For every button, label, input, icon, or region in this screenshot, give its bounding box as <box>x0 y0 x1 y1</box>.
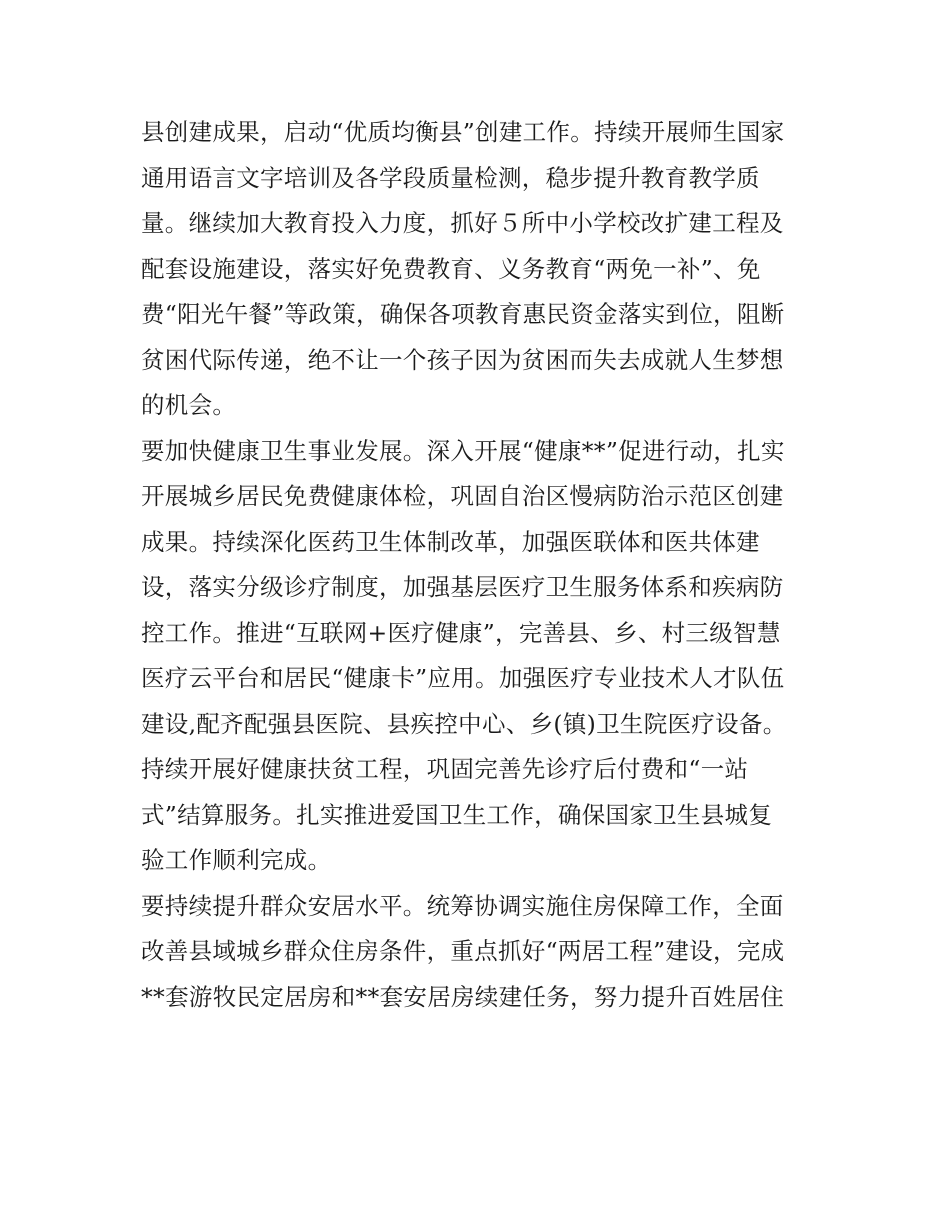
text-line: 式”结算服务。扎实推进爱国卫生工作，确保国家卫生县城复 <box>141 800 773 829</box>
text-line: 要持续提升群众安居水平。统筹协调实施住房保障工作，全面 <box>141 891 784 920</box>
text-line: 开展城乡居民免费健康体检，巩固自治区慢病防治示范区创建 <box>141 482 784 510</box>
text-line: 的机会。 <box>141 391 237 419</box>
text-line: 贫困代际传递，绝不让一个孩子因为贫困而失去成就人生梦想 <box>141 345 784 374</box>
text-line: 设，落实分级诊疗制度，加强基层医疗卫生服务体系和疾病防 <box>141 573 784 601</box>
body-text <box>141 110 821 1020</box>
text-line: 县创建成果，启动“优质均衡县”创建工作。持续开展师生国家 <box>141 118 785 146</box>
text-line: 要加快健康卫生事业发展。深入开展“健康**”促进行动，扎实 <box>141 436 785 465</box>
text-line: 控工作。推进“互联网+医疗健康”，完善县、乡、村三级智慧 <box>141 618 781 647</box>
text-line: 医疗云平台和居民“健康卡”应用。加强医疗专业技术人才队伍 <box>141 664 785 692</box>
text-line: 配套设施建设，落实好免费教育、义务教育“两免一补”、免 <box>141 254 761 283</box>
text-line: 持续开展好健康扶贫工程，巩固完善先诊疗后付费和“一站 <box>141 755 749 783</box>
text-line: 通用语言文字培训及各学段质量检测，稳步提升教育教学质 <box>141 163 760 192</box>
text-line: 建设,配齐配强县医院、县疾控中心、乡(镇)卫生院医疗设备。 <box>141 709 787 738</box>
text-line: 费“阳光午餐”等政策，确保各项教育惠民资金落实到位，阻断 <box>141 300 785 328</box>
text-line: 改善县域城乡群众住房条件，重点抓好“两居工程”建设，完成 <box>141 937 785 965</box>
text-line: 量。继续加大教育投入力度，抓好５所中小学校改扩建工程及 <box>141 209 784 237</box>
text-line: 验工作顺利完成。 <box>141 846 332 874</box>
text-line: 成果。持续深化医药卫生体制改革，加强医联体和医共体建 <box>141 527 760 556</box>
text-line: **套游牧民定居房和**套安居房续建任务，努力提升百姓居住 <box>141 982 785 1011</box>
